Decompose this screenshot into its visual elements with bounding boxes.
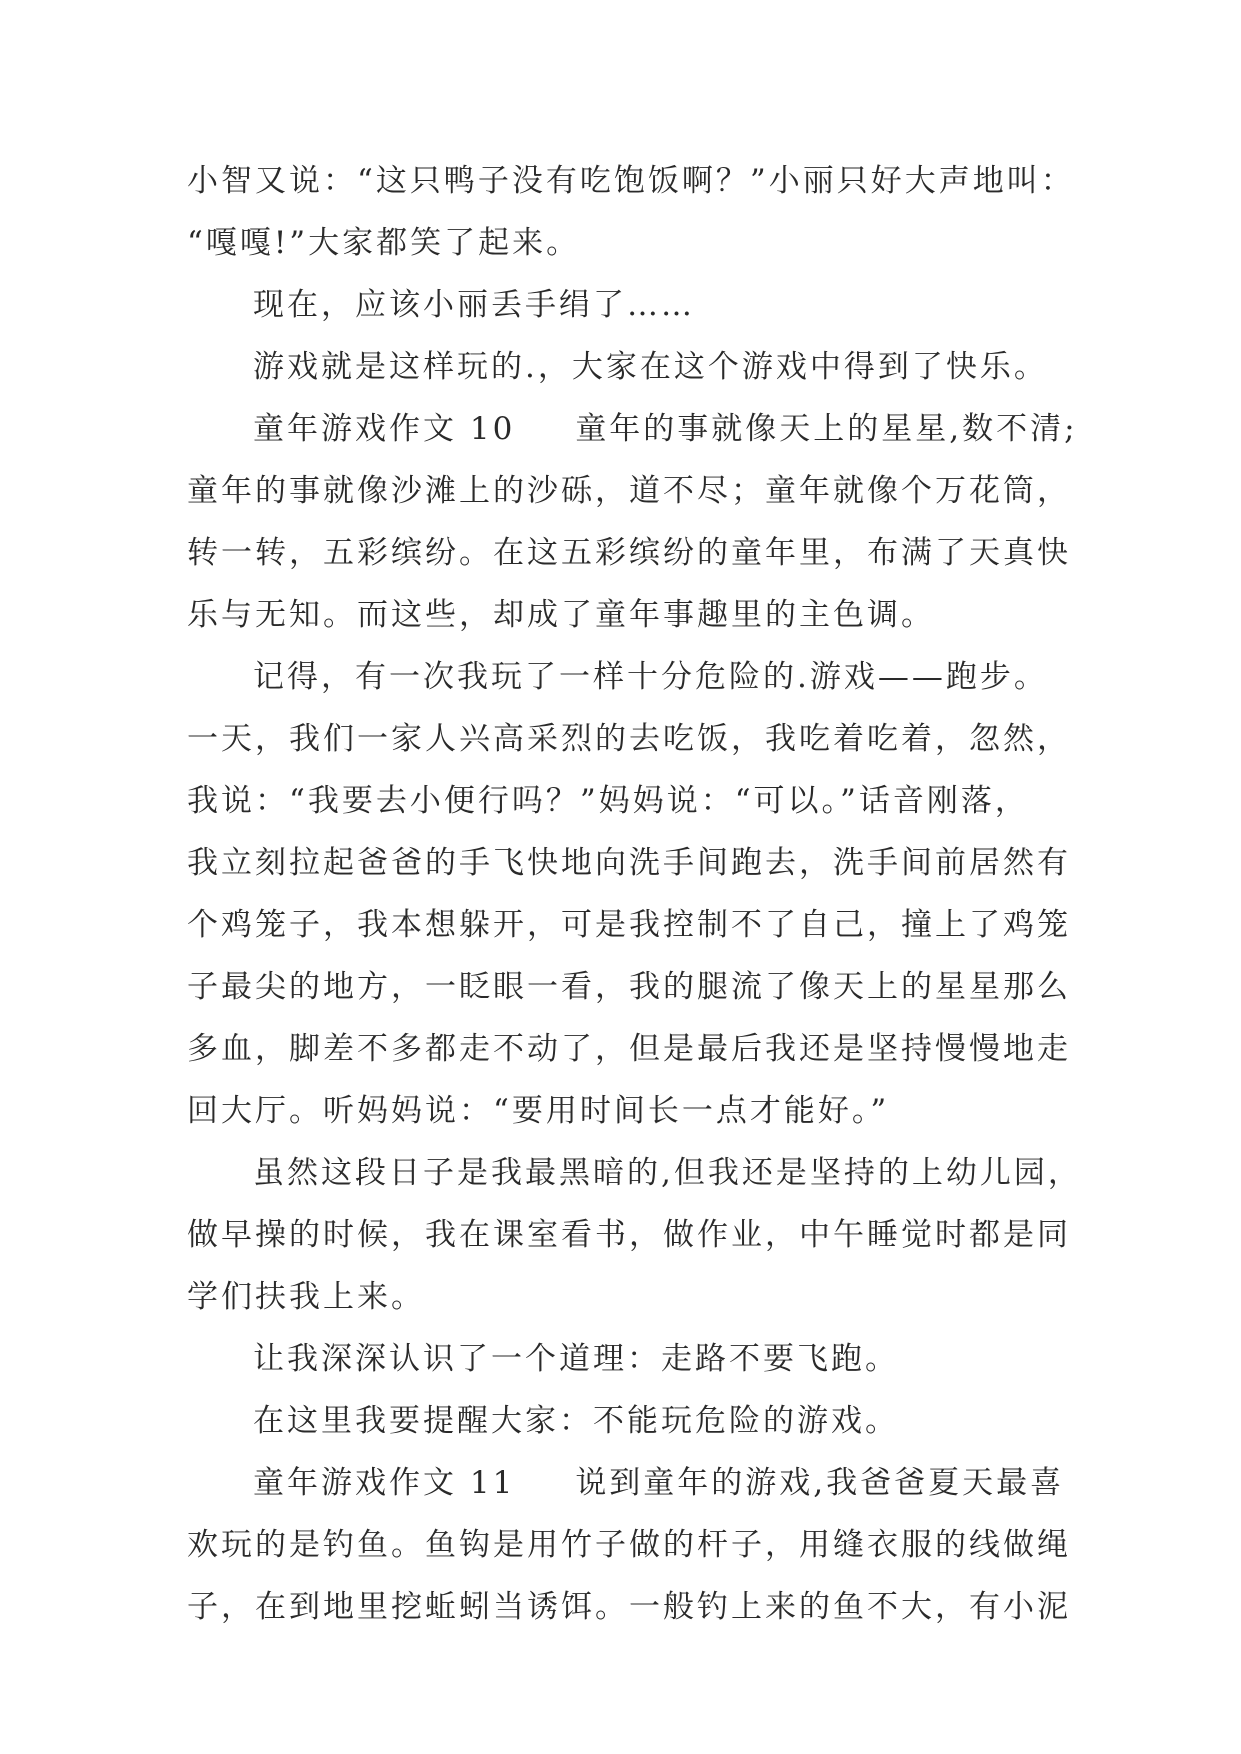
section-first-line: 说到童年的游戏,我爸爸夏天最喜 [575,1465,1065,1501]
text-line: 我立刻拉起爸爸的手飞快地向洗手间跑去，洗手间前居然有 [187,845,1071,881]
text-line: 回大厅。听妈妈说：“要用时间长一点才能好。” [187,1093,890,1129]
document-body [187,150,1082,1638]
text-line: 转一转，五彩缤纷。在这五彩缤纷的童年里，布满了天真快 [187,535,1071,571]
section-first-line: 童年的事就像天上的星星,数不清; [575,411,1078,447]
text-line: 我说：“我要去小便行吗？”妈妈说：“可以。”话音刚落， [187,783,1029,819]
text-line: 让我深深认识了一个道理：走路不要飞跑。 [253,1341,899,1377]
text-line: 多血，脚差不多都走不动了，但是最后我还是坚持慢慢地走 [187,1031,1071,1067]
text-line: 记得，有一次我玩了一样十分危险的.游戏——跑步。 [253,659,1048,695]
text-line: 现在，应该小丽丢手绢了…… [253,287,695,323]
text-line: 个鸡笼子，我本想躲开，可是我控制不了自己，撞上了鸡笼 [187,907,1071,943]
text-line: 小智又说：“这只鸭子没有吃饱饭啊？”小丽只好大声地叫： [187,163,1075,199]
text-line: 学们扶我上来。 [187,1279,425,1315]
text-line: 做早操的时候，我在课室看书，做作业，中午睡觉时都是同 [187,1217,1071,1253]
text-line: 虽然这段日子是我最黑暗的,但我还是坚持的上幼儿园， [253,1155,1082,1191]
text-line: 游戏就是这样玩的.，大家在这个游戏中得到了快乐。 [253,349,1048,385]
text-line: 欢玩的是钓鱼。鱼钩是用竹子做的杆子，用缝衣服的线做绳 [187,1527,1071,1563]
text-line: 子最尖的地方，一眨眼一看，我的腿流了像天上的星星那么 [187,969,1071,1005]
text-line: 子，在到地里挖蚯蚓当诱饵。一般钓上来的鱼不大，有小泥 [187,1589,1071,1625]
text-line: “嘎嘎!”大家都笑了起来。 [187,225,581,261]
section-heading-line [187,1452,1077,1514]
text-line: 在这里我要提醒大家：不能玩危险的游戏。 [253,1403,899,1439]
text-line: 童年的事就像沙滩上的沙砾，道不尽；童年就像个万花筒， [187,473,1071,509]
text-line: 乐与无知。而这些，却成了童年事趣里的主色调。 [187,597,935,633]
text-line: 一天，我们一家人兴高采烈的去吃饭，我吃着吃着，忽然， [187,721,1071,757]
section-heading: 童年游戏作文 10 [253,411,516,447]
section-heading: 童年游戏作文 11 [253,1465,516,1501]
section-heading-line [187,398,1077,460]
